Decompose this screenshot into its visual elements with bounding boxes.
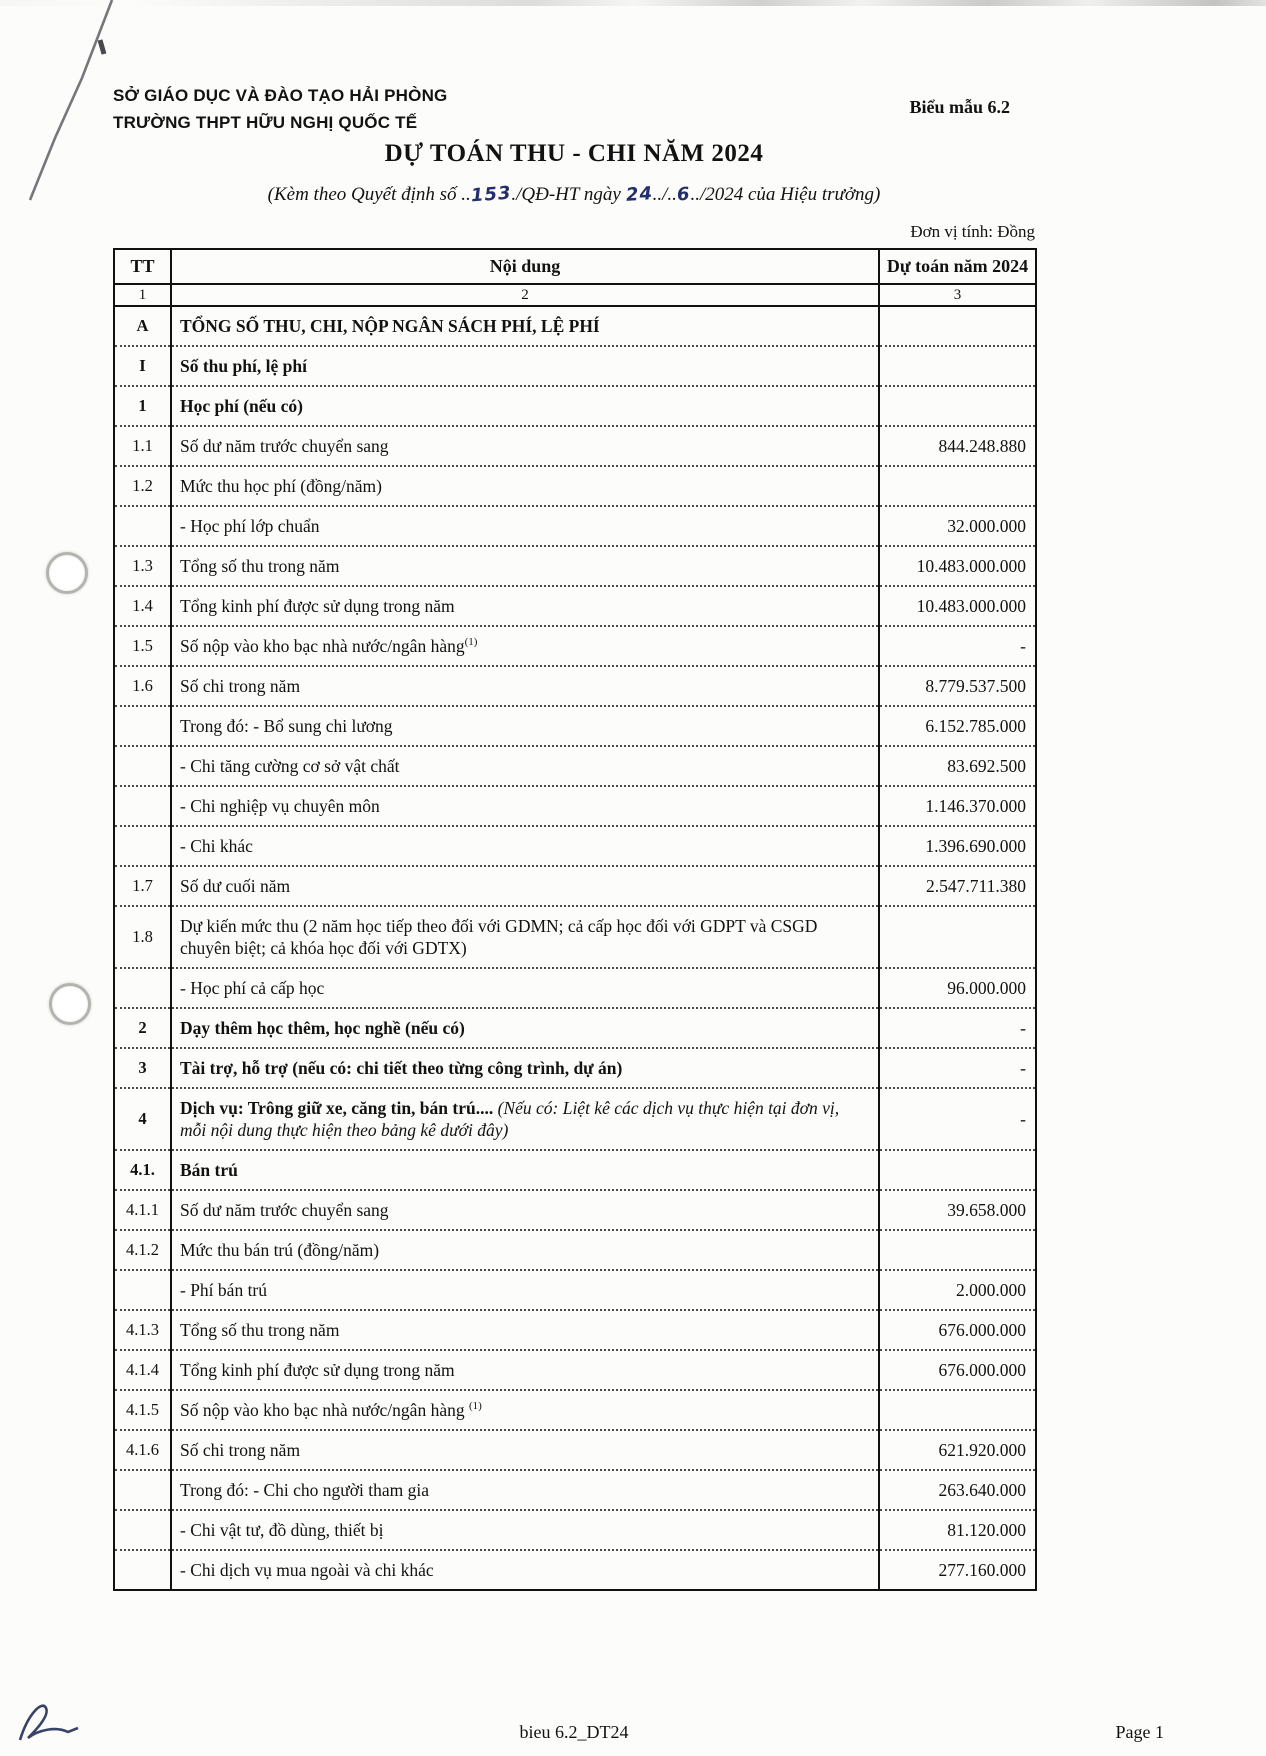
row-tt [114, 968, 171, 1008]
row-tt: A [114, 306, 171, 346]
footnote-marker: (1) [464, 636, 478, 649]
column-number-row [114, 284, 1036, 306]
row-tt: I [114, 346, 171, 386]
organization-header [113, 82, 447, 136]
row-label: - Chi vật tư, đồ dùng, thiết bị [180, 1520, 384, 1540]
row-tt: 4.1.2 [114, 1230, 171, 1270]
row-tt [114, 1510, 171, 1550]
row-label: Số chi trong năm [180, 1440, 301, 1460]
row-label: - Học phí lớp chuẩn [180, 516, 320, 536]
row-value: 2.000.000 [879, 1270, 1036, 1310]
table-row [114, 506, 1036, 546]
row-label: Mức thu bán trú (đồng/năm) [180, 1240, 380, 1260]
table-row [114, 1048, 1036, 1088]
table-row [114, 1190, 1036, 1230]
unit-label: Đơn vị tính: Đồng [910, 222, 1035, 241]
row-tt: 4.1.1 [114, 1190, 171, 1230]
col-number: 2 [171, 284, 879, 306]
row-tt [114, 1270, 171, 1310]
table-row [114, 1270, 1036, 1310]
page-title: DỰ TOÁN THU - CHI NĂM 2024 [384, 140, 764, 167]
row-value [879, 386, 1036, 426]
table-row [114, 866, 1036, 906]
footnote-marker: (1) [468, 1400, 482, 1413]
row-value [879, 306, 1036, 346]
row-tt: 1.5 [114, 626, 171, 666]
signature-scribble [8, 1688, 98, 1756]
row-tt [114, 1550, 171, 1590]
row-value: 8.779.537.500 [879, 666, 1036, 706]
row-content [171, 306, 879, 346]
row-label: Tổng số thu trong năm [180, 556, 340, 576]
row-value: 1.146.370.000 [879, 786, 1036, 826]
row-label: Trong đó: - Bổ sung chi lương [180, 716, 393, 736]
row-label: - Học phí cả cấp học [180, 978, 325, 998]
row-content [171, 1270, 879, 1310]
row-tt: 1.2 [114, 466, 171, 506]
row-label: Tổng kinh phí được sử dụng trong năm [180, 596, 455, 616]
table-row [114, 546, 1036, 586]
page-number: Page 1 [1115, 1722, 1164, 1742]
row-note: (Nếu có: Liệt kê các dịch vụ thực hiện tại đơn vị, mỗi nội dung thực hiện theo bảng kê dưới đây) [180, 1098, 840, 1140]
row-label: Số dư cuối năm [180, 876, 291, 896]
row-value: 1.396.690.000 [879, 826, 1036, 866]
row-content [171, 826, 879, 866]
row-content [171, 968, 879, 1008]
row-tt [114, 706, 171, 746]
row-tt [114, 506, 171, 546]
row-label: Học phí (nếu có) [180, 396, 303, 416]
handwritten-day: 24 [624, 183, 654, 206]
row-content [171, 666, 879, 706]
row-value [879, 466, 1036, 506]
col-number: 3 [879, 284, 1036, 306]
row-tt: 1.4 [114, 586, 171, 626]
row-content [171, 1048, 879, 1088]
row-value: 2.547.711.380 [879, 866, 1036, 906]
table-row [114, 1088, 1036, 1150]
row-value: - [879, 626, 1036, 666]
row-label: Số dư năm trước chuyển sang [180, 1200, 389, 1220]
row-tt: 4.1.3 [114, 1310, 171, 1350]
row-value: 844.248.880 [879, 426, 1036, 466]
row-content [171, 1470, 879, 1510]
row-value: 676.000.000 [879, 1310, 1036, 1350]
row-content [171, 866, 879, 906]
row-label: Số nộp vào kho bạc nhà nước/ngân hàng [180, 1400, 469, 1420]
handwritten-month: 6 [676, 183, 692, 206]
table-body [114, 306, 1036, 1590]
row-content [171, 586, 879, 626]
hole-punch-icon [46, 552, 88, 594]
row-content [171, 906, 879, 968]
row-value: 263.640.000 [879, 1470, 1036, 1510]
row-content [171, 1088, 879, 1150]
hole-punch-icon [49, 983, 91, 1025]
row-content [171, 1390, 879, 1430]
row-value: 81.120.000 [879, 1510, 1036, 1550]
row-value: - [879, 1008, 1036, 1048]
row-label: Số thu phí, lệ phí [180, 356, 307, 376]
row-tt [114, 1470, 171, 1510]
row-tt: 1.3 [114, 546, 171, 586]
subtitle-text: (Kèm theo Quyết định số .. [267, 184, 471, 205]
row-value: 10.483.000.000 [879, 586, 1036, 626]
row-content [171, 466, 879, 506]
row-value: 10.483.000.000 [879, 546, 1036, 586]
row-content [171, 506, 879, 546]
table-row [114, 706, 1036, 746]
row-label: Trong đó: - Chi cho người tham gia [180, 1480, 429, 1500]
decision-subtitle [113, 184, 1035, 206]
table-row [114, 306, 1036, 346]
row-tt: 4.1.4 [114, 1350, 171, 1390]
row-tt: 1.8 [114, 906, 171, 968]
row-value: 621.920.000 [879, 1430, 1036, 1470]
table-row [114, 1150, 1036, 1190]
table-header-row [114, 249, 1036, 284]
row-value: 39.658.000 [879, 1190, 1036, 1230]
row-tt: 4.1. [114, 1150, 171, 1190]
table-row [114, 1350, 1036, 1390]
row-label: TỔNG SỐ THU, CHI, NỘP NGÂN SÁCH PHÍ, LỆ PHÍ [180, 316, 600, 336]
row-content [171, 426, 879, 466]
row-content [171, 546, 879, 586]
row-value: 32.000.000 [879, 506, 1036, 546]
row-value: 277.160.000 [879, 1550, 1036, 1590]
row-content [171, 1430, 879, 1470]
col-number: 1 [114, 284, 171, 306]
row-value: 6.152.785.000 [879, 706, 1036, 746]
row-value [879, 1390, 1036, 1430]
table-row [114, 1470, 1036, 1510]
row-label: Số dư năm trước chuyển sang [180, 436, 389, 456]
row-value [879, 906, 1036, 968]
table-row [114, 1230, 1036, 1270]
table-row [114, 586, 1036, 626]
row-label: Tài trợ, hỗ trợ (nếu có: chi tiết theo từng công trình, dự án) [180, 1058, 623, 1078]
row-label: Dự kiến mức thu (2 năm học tiếp theo đối với GDMN; cả cấp học đối với GDPT và CSGD chuyên biệt; cả khóa học đối với GDTX) [180, 916, 818, 958]
row-content [171, 1510, 879, 1550]
row-content [171, 1008, 879, 1048]
row-value: - [879, 1088, 1036, 1150]
row-label: Tổng kinh phí được sử dụng trong năm [180, 1360, 455, 1380]
row-content [171, 1230, 879, 1270]
table-row [114, 1310, 1036, 1350]
table-row [114, 466, 1036, 506]
org-name-line2: TRƯỜNG THPT HỮU NGHỊ QUỐC TẾ [113, 113, 418, 132]
footer-filename: bieu 6.2_DT24 [519, 1722, 629, 1742]
row-tt: 4.1.6 [114, 1430, 171, 1470]
row-content [171, 626, 879, 666]
row-tt [114, 826, 171, 866]
col-header-value: Dự toán năm 2024 [879, 249, 1036, 284]
row-value: 96.000.000 [879, 968, 1036, 1008]
row-value [879, 346, 1036, 386]
table-row [114, 1390, 1036, 1430]
table-row [114, 906, 1036, 968]
row-label: Dịch vụ: Trông giữ xe, căng tin, bán trú.... [180, 1098, 494, 1118]
row-tt [114, 786, 171, 826]
table-row [114, 826, 1036, 866]
row-label: - Chi nghiệp vụ chuyên môn [180, 796, 380, 816]
row-label: - Chi tăng cường cơ sở vật chất [180, 756, 400, 776]
subtitle-text: ../.. [652, 184, 677, 205]
row-tt: 1 [114, 386, 171, 426]
table-row [114, 386, 1036, 426]
col-header-tt: TT [114, 249, 171, 284]
row-label: - Chi khác [180, 836, 253, 856]
row-content [171, 1350, 879, 1390]
table-row [114, 1008, 1036, 1048]
row-tt: 1.7 [114, 866, 171, 906]
row-label: Mức thu học phí (đồng/năm) [180, 476, 382, 496]
row-value [879, 1150, 1036, 1190]
row-tt: 4 [114, 1088, 171, 1150]
subtitle-text: ../2024 của Hiệu trưởng) [690, 184, 881, 205]
row-content [171, 1550, 879, 1590]
row-content [171, 346, 879, 386]
row-value: 676.000.000 [879, 1350, 1036, 1390]
row-content [171, 386, 879, 426]
col-header-content: Nội dung [171, 249, 879, 284]
row-label: - Phí bán trú [180, 1280, 268, 1300]
handwritten-decision-number: 153 [470, 182, 513, 207]
table-row [114, 786, 1036, 826]
row-value [879, 1230, 1036, 1270]
table-row [114, 1510, 1036, 1550]
row-label: Dạy thêm học thêm, học nghề (nếu có) [180, 1018, 465, 1038]
row-value: - [879, 1048, 1036, 1088]
row-value: 83.692.500 [879, 746, 1036, 786]
table-row [114, 346, 1036, 386]
row-content [171, 1310, 879, 1350]
row-tt: 1.1 [114, 426, 171, 466]
row-content [171, 746, 879, 786]
row-label: Số chi trong năm [180, 676, 301, 696]
org-name-line1: SỞ GIÁO DỤC VÀ ĐÀO TẠO HẢI PHÒNG [113, 86, 448, 105]
row-label: Số nộp vào kho bạc nhà nước/ngân hàng [180, 636, 465, 656]
row-content [171, 786, 879, 826]
table-row [114, 1430, 1036, 1470]
subtitle-text: ./QĐ-HT ngày [511, 184, 626, 205]
row-tt: 4.1.5 [114, 1390, 171, 1430]
table-row [114, 426, 1036, 466]
row-tt: 2 [114, 1008, 171, 1048]
row-tt [114, 746, 171, 786]
row-tt: 3 [114, 1048, 171, 1088]
budget-table [113, 248, 1037, 1591]
row-content [171, 1190, 879, 1230]
row-content [171, 706, 879, 746]
table-row [114, 1550, 1036, 1590]
row-tt: 1.6 [114, 666, 171, 706]
row-content [171, 1150, 879, 1190]
row-label: Tổng số thu trong năm [180, 1320, 340, 1340]
row-label: - Chi dịch vụ mua ngoài và chi khác [180, 1560, 434, 1580]
table-row [114, 746, 1036, 786]
table-row [114, 666, 1036, 706]
table-row [114, 968, 1036, 1008]
table-row [114, 626, 1036, 666]
form-number-label: Biểu mẫu 6.2 [909, 97, 1010, 117]
row-label: Bán trú [180, 1160, 238, 1180]
